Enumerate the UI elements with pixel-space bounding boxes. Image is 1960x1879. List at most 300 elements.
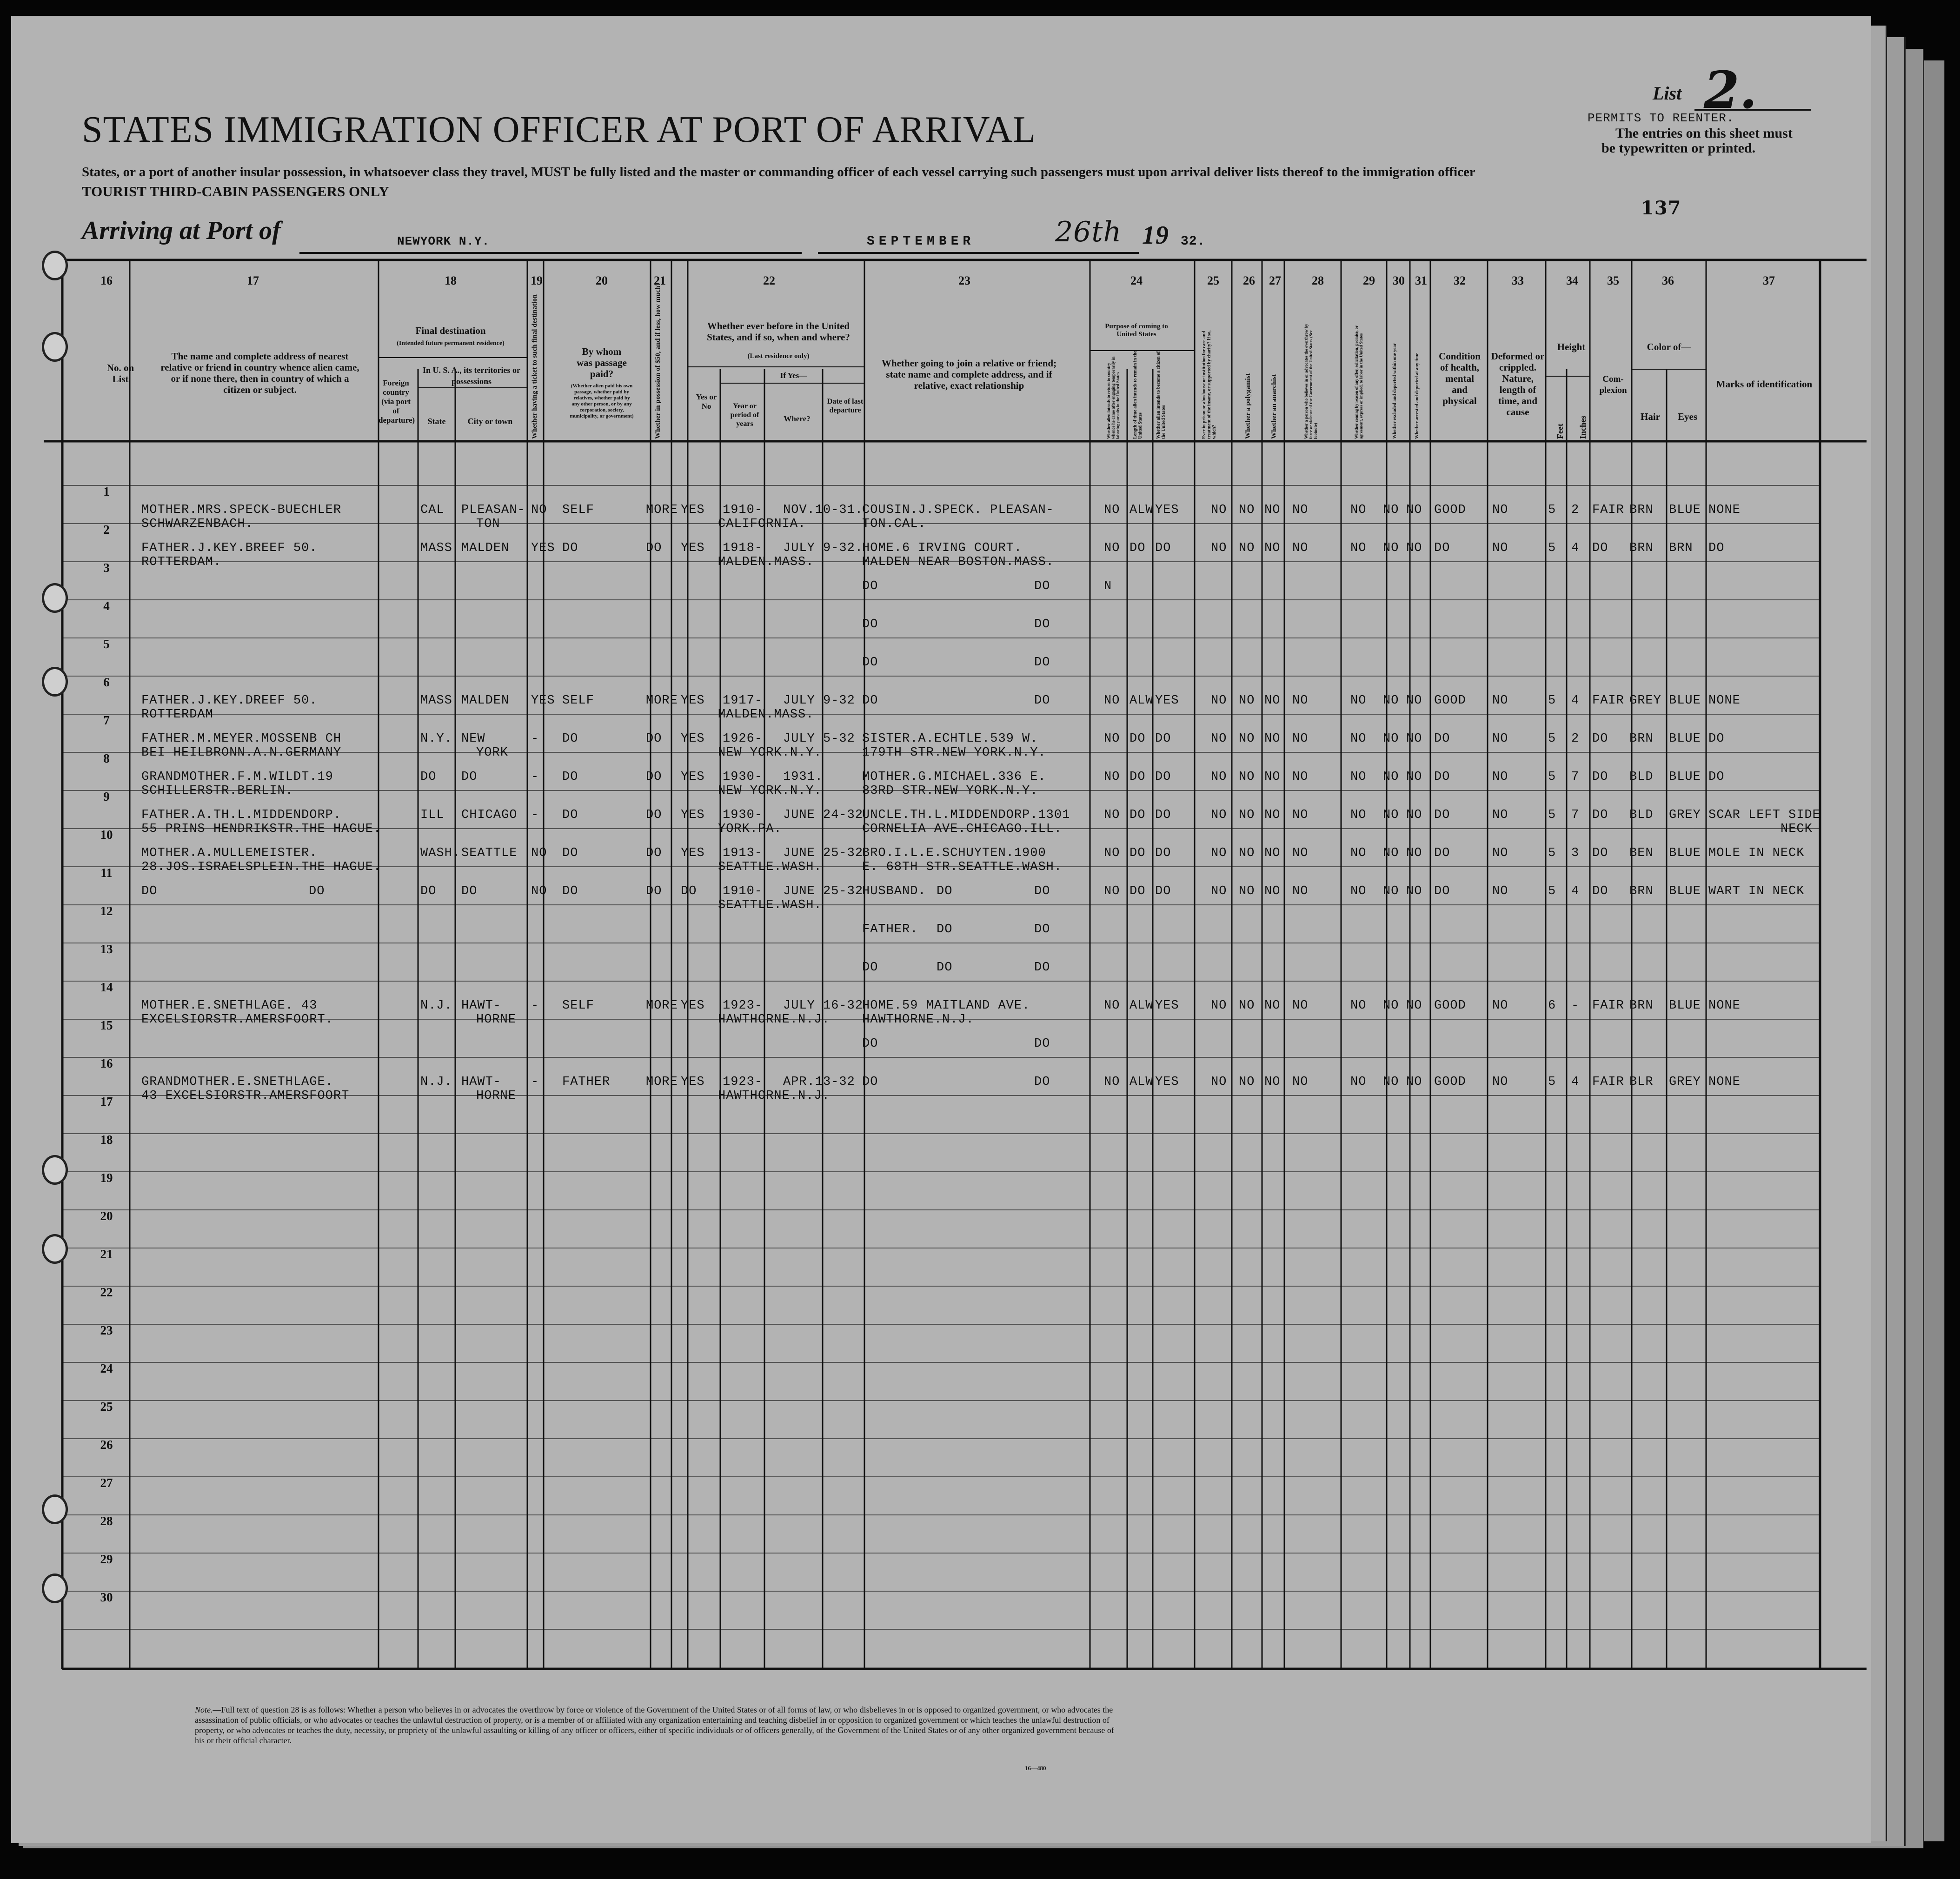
cell-complexion: DO bbox=[1592, 732, 1608, 746]
cell-join-b: DO bbox=[1034, 1037, 1050, 1051]
cell-state: DO bbox=[420, 884, 437, 898]
cell-year: 1926- bbox=[723, 732, 763, 746]
cell-c30: NO bbox=[1383, 1075, 1399, 1089]
cell-state: N.Y. bbox=[420, 732, 452, 746]
cell-relative: GRANDMOTHER.E.SNETHLAGE. bbox=[141, 1075, 333, 1089]
cell-ticket: YES bbox=[531, 694, 555, 708]
cell-feet: 5 bbox=[1548, 503, 1556, 517]
cell-relative: MOTHER.E.SNETHLAGE. 43 bbox=[141, 999, 318, 1013]
cell-deformed: NO bbox=[1492, 694, 1508, 708]
cell-feet: 5 bbox=[1548, 808, 1556, 822]
row-number: 10 bbox=[100, 828, 113, 842]
cell-money: DO bbox=[646, 884, 662, 898]
cell-year: 1923- bbox=[723, 999, 763, 1013]
year-period-header: Year or period of years bbox=[730, 402, 759, 428]
cell-c27: NO bbox=[1264, 1075, 1281, 1089]
cell-money: DO bbox=[646, 770, 662, 784]
cell-join2: TON.CAL. bbox=[862, 517, 926, 531]
cell-p24c: DO bbox=[1155, 808, 1171, 822]
purpose-header: Purpose of coming to United States bbox=[1105, 323, 1168, 338]
cell-c28: NO bbox=[1292, 1075, 1309, 1089]
row-number: 24 bbox=[100, 1361, 113, 1375]
cell-deformed: NO bbox=[1492, 770, 1508, 784]
cell-p24a: NO bbox=[1104, 1075, 1120, 1089]
cell-date: JULY 9-32 bbox=[783, 694, 855, 708]
anarchist-header: Whether an anarchist bbox=[1270, 374, 1278, 439]
cell-p24a: NO bbox=[1104, 808, 1120, 822]
cell-ticket: - bbox=[531, 1075, 539, 1089]
row-number: 6 bbox=[103, 675, 110, 689]
footnote-label: Note. bbox=[195, 1705, 213, 1714]
nearest-relative-header: The name and complete address of nearest relative or friend in country whence alien came, or if none there, then in country of which a citizen or subject. bbox=[160, 351, 359, 395]
cell-ever: YES bbox=[681, 503, 705, 517]
cell-join: COUSIN.J.SPECK. PLEASAN- bbox=[862, 503, 1054, 517]
cell-state: N.J. bbox=[420, 999, 452, 1013]
arriving-label: Arriving at Port of bbox=[82, 216, 281, 245]
colnum-20: 20 bbox=[596, 274, 608, 287]
cell-paid: DO bbox=[562, 732, 578, 746]
cell-money: MORE bbox=[646, 1075, 678, 1089]
cell-p24a: NO bbox=[1104, 846, 1120, 860]
cell-ever: YES bbox=[681, 999, 705, 1013]
cell-deformed: NO bbox=[1492, 503, 1508, 517]
cell-p24c: YES bbox=[1155, 694, 1179, 708]
cell-c27: NO bbox=[1264, 770, 1281, 784]
cell-c28: NO bbox=[1292, 808, 1309, 822]
cell-city2: YORK bbox=[476, 746, 508, 760]
cell-where: HAWTHORNE.N.J. bbox=[718, 1013, 830, 1027]
colnum-27: 27 bbox=[1269, 274, 1281, 287]
cell-hair: BRN bbox=[1629, 999, 1654, 1013]
row-number: 27 bbox=[100, 1476, 113, 1490]
cell-join2: E. 68TH STR.SEATTLE.WASH. bbox=[862, 860, 1063, 874]
cell-c29: NO bbox=[1350, 541, 1367, 555]
cell-ever: YES bbox=[681, 808, 705, 822]
color-of-header: Color of— bbox=[1647, 341, 1691, 352]
cell-inches: 4 bbox=[1571, 541, 1580, 555]
colnum-23: 23 bbox=[958, 274, 970, 287]
cell-paid: SELF bbox=[562, 999, 594, 1013]
cell-hair: BRN bbox=[1629, 732, 1654, 746]
colnum-18: 18 bbox=[445, 274, 457, 287]
date-day: 26th bbox=[1055, 216, 1122, 248]
cell-p24c: YES bbox=[1155, 503, 1179, 517]
cell-c31: NO bbox=[1406, 503, 1422, 517]
health-header: Condition of health, mental and physical bbox=[1439, 351, 1481, 406]
in-usa-header: In U. S. A., its territories or possessions bbox=[423, 365, 520, 386]
row-number: 16 bbox=[100, 1056, 113, 1070]
colnum-22: 22 bbox=[763, 274, 775, 287]
cell-eyes: BLUE bbox=[1669, 884, 1701, 898]
binder-hole bbox=[42, 667, 68, 697]
cell-c31: NO bbox=[1406, 541, 1422, 555]
cell-eyes: BLUE bbox=[1669, 999, 1701, 1013]
cell-health: GOOD bbox=[1434, 999, 1466, 1013]
cell-where: NEW YORK.N.Y. bbox=[718, 746, 822, 760]
cell-complexion: FAIR bbox=[1592, 1075, 1624, 1089]
cell-date: JUNE 25-32 bbox=[783, 846, 864, 860]
cell-relative2: SCHILLERSTR.BERLIN. bbox=[141, 784, 293, 798]
cell-inches: 7 bbox=[1571, 808, 1580, 822]
cell-inches: 3 bbox=[1571, 846, 1580, 860]
cell-eyes: GREY bbox=[1669, 1075, 1701, 1089]
cell-money: DO bbox=[646, 732, 662, 746]
cell-relative: MOTHER.A.MULLEMEISTER. bbox=[141, 846, 318, 860]
cell-where: MALDEN.MASS. bbox=[718, 708, 814, 722]
cell-join: SISTER.A.ECHTLE.539 W. bbox=[862, 732, 1038, 746]
c31-header: Whether arrested and deported at any time bbox=[1415, 352, 1420, 439]
manifest-sheet bbox=[11, 16, 1871, 1843]
cell-date: NOV.10-31. bbox=[783, 503, 864, 517]
final-destination-subheader: (Intended future permanent residence) bbox=[397, 340, 505, 347]
cell-health: DO bbox=[1434, 884, 1450, 898]
cell-date: JUNE 25-32 bbox=[783, 884, 864, 898]
cell-p24b: DO bbox=[1129, 732, 1146, 746]
cell-join: DO bbox=[862, 579, 878, 593]
cell-join: HOME.59 MAITLAND AVE. bbox=[862, 999, 1030, 1013]
cell-join-b: DO bbox=[1034, 884, 1050, 898]
cell-relative2: ROTTERDAM bbox=[141, 708, 213, 722]
cell-paid: SELF bbox=[562, 503, 594, 517]
cell-deformed: NO bbox=[1492, 541, 1508, 555]
row-number: 22 bbox=[100, 1285, 113, 1299]
cell-marks: DO bbox=[1708, 541, 1725, 555]
cell-relative2: EXCELSIORSTR.AMERSFOORT. bbox=[141, 1013, 333, 1027]
cell-city: HAWT- bbox=[461, 1075, 502, 1089]
row-number: 21 bbox=[100, 1247, 113, 1261]
cell-p24a: NO bbox=[1104, 770, 1120, 784]
cell-c25: NO bbox=[1211, 999, 1227, 1013]
typewritten-note-2: be typewritten or printed. bbox=[1601, 140, 1756, 156]
cell-health: DO bbox=[1434, 808, 1450, 822]
cell-feet: 5 bbox=[1548, 541, 1556, 555]
cell-join: BRO.I.L.E.SCHUYTEN.1900 bbox=[862, 846, 1046, 860]
cell-relative: FATHER.A.TH.L.MIDDENDORP. bbox=[141, 808, 342, 822]
cell-c25: NO bbox=[1211, 808, 1227, 822]
cell-marks: DO bbox=[1708, 732, 1725, 746]
row-number: 12 bbox=[100, 904, 113, 918]
cell-money: DO bbox=[646, 846, 662, 860]
cell-marks2: NECK bbox=[1781, 822, 1813, 836]
cell-city: PLEASAN- bbox=[461, 503, 525, 517]
cell-year: 1918- bbox=[723, 541, 763, 555]
sheet-number: 137 bbox=[1641, 197, 1681, 219]
cell-inches: 7 bbox=[1571, 770, 1580, 784]
feet-header: Feet bbox=[1555, 424, 1565, 439]
cell-c27: NO bbox=[1264, 846, 1281, 860]
cell-c27: NO bbox=[1264, 541, 1281, 555]
cell-join-b: DO bbox=[1034, 579, 1050, 593]
row-number: 19 bbox=[100, 1171, 113, 1185]
cell-ticket: - bbox=[531, 732, 539, 746]
cell-p24b: ALW bbox=[1129, 503, 1154, 517]
cell-health: GOOD bbox=[1434, 1075, 1466, 1089]
cell-c30: NO bbox=[1383, 999, 1399, 1013]
colnum-28: 28 bbox=[1312, 274, 1324, 287]
cell-where: YORK.PA. bbox=[718, 822, 782, 836]
cell-join2: HAWTHORNE.N.J. bbox=[862, 1013, 974, 1027]
cell-c26: NO bbox=[1239, 732, 1255, 746]
cell-hair: BLD bbox=[1629, 770, 1654, 784]
row-number: 8 bbox=[103, 751, 110, 765]
cell-c30: NO bbox=[1383, 503, 1399, 517]
cell-join: HOME.6 IRVING COURT. bbox=[862, 541, 1023, 555]
cell-p24b: ALW bbox=[1129, 1075, 1154, 1089]
cell-complexion: FAIR bbox=[1592, 503, 1624, 517]
year-suffix: 32. bbox=[1181, 234, 1206, 249]
cell-date: JUNE 24-32 bbox=[783, 808, 864, 822]
cell-join2: MALDEN NEAR BOSTON.MASS. bbox=[862, 555, 1054, 569]
cell-join: DO bbox=[862, 1075, 878, 1089]
page-title: STATES IMMIGRATION OFFICER AT PORT OF ARRIVAL bbox=[82, 109, 1036, 150]
cell-marks: NONE bbox=[1708, 999, 1741, 1013]
cell-state: WASH. bbox=[420, 846, 461, 860]
cell-deformed: NO bbox=[1492, 999, 1508, 1013]
cell-join2: 179TH STR.NEW YORK.N.Y. bbox=[862, 746, 1046, 760]
cell-paid: FATHER bbox=[562, 1075, 611, 1089]
cell-join-b: DO bbox=[1034, 656, 1050, 670]
cell-relative2: 28.JOS.ISRAELSPLEIN.THE HAGUE. bbox=[141, 860, 382, 874]
cell-ticket: - bbox=[531, 770, 539, 784]
cell-year: 1930- bbox=[723, 770, 763, 784]
cell-relative2: ROTTERDAM. bbox=[141, 555, 222, 569]
cell-money: DO bbox=[646, 541, 662, 555]
cell-ticket: NO bbox=[531, 503, 547, 517]
cell-state: N.J. bbox=[420, 1075, 452, 1089]
c30-header: Whether excluded and deported within one year bbox=[1392, 343, 1397, 439]
cell-relative: GRANDMOTHER.F.M.WILDT.19 bbox=[141, 770, 333, 784]
cell-deformed: NO bbox=[1492, 808, 1508, 822]
cell-c29: NO bbox=[1350, 694, 1367, 708]
cell-feet: 6 bbox=[1548, 999, 1556, 1013]
cell-date: APR.13-32 bbox=[783, 1075, 855, 1089]
colnum-30: 30 bbox=[1393, 274, 1405, 287]
cell-complexion: DO bbox=[1592, 808, 1608, 822]
instruction-line: States, or a port of another insular possession, in whatsoever class they travel, MUST be fully listed and the master or commanding officer of each vessel carrying such passengers must upon arrival deliver lists thereof to the immigration officer bbox=[82, 165, 1475, 179]
cell-deformed: NO bbox=[1492, 846, 1508, 860]
cell-c28: NO bbox=[1292, 541, 1309, 555]
cell-c28: NO bbox=[1292, 503, 1309, 517]
cell-c28: NO bbox=[1292, 884, 1309, 898]
cell-complexion: DO bbox=[1592, 541, 1608, 555]
cell-join: DO bbox=[862, 694, 878, 708]
cell-inches: 4 bbox=[1571, 884, 1580, 898]
cell-paid: DO bbox=[562, 770, 578, 784]
cell-c29: NO bbox=[1350, 503, 1367, 517]
row-number: 18 bbox=[100, 1133, 113, 1147]
eyes-header: Eyes bbox=[1678, 411, 1697, 422]
colnum-34: 34 bbox=[1566, 274, 1578, 287]
year-prefix: 19 bbox=[1142, 221, 1169, 250]
cell-ever: YES bbox=[681, 694, 705, 708]
cell-year: 1917- bbox=[723, 694, 763, 708]
cell-health: DO bbox=[1434, 846, 1450, 860]
cell-c30: NO bbox=[1383, 694, 1399, 708]
cell-inches: 2 bbox=[1571, 732, 1580, 746]
row-number: 25 bbox=[100, 1400, 113, 1414]
cell-c29: NO bbox=[1350, 1075, 1367, 1089]
permits-label: PERMITS TO REENTER. bbox=[1588, 111, 1734, 125]
cell-p24b: DO bbox=[1129, 541, 1146, 555]
cell-state: MASS bbox=[420, 541, 452, 555]
cell-deformed: NO bbox=[1492, 732, 1508, 746]
cell-ticket: NO bbox=[531, 846, 547, 860]
cell-p24a: NO bbox=[1104, 884, 1120, 898]
cell-c26: NO bbox=[1239, 884, 1255, 898]
cell-paid: DO bbox=[562, 884, 578, 898]
cell-feet: 5 bbox=[1548, 1075, 1556, 1089]
cell-p24c: DO bbox=[1155, 541, 1171, 555]
colnum-37: 37 bbox=[1763, 274, 1775, 287]
cell-health: DO bbox=[1434, 541, 1450, 555]
row-number: 2 bbox=[103, 523, 110, 537]
row-number: 11 bbox=[100, 866, 113, 880]
cell-where: SEATTLE.WASH. bbox=[718, 898, 822, 912]
cell-money: DO bbox=[646, 808, 662, 822]
cell-health: DO bbox=[1434, 732, 1450, 746]
cell-city: HAWT- bbox=[461, 999, 502, 1013]
cell-inches: - bbox=[1571, 999, 1580, 1013]
cell-paid: DO bbox=[562, 846, 578, 860]
cell-c31: NO bbox=[1406, 732, 1422, 746]
cell-ticket: - bbox=[531, 808, 539, 822]
cell-c26: NO bbox=[1239, 503, 1255, 517]
cell-relative: MOTHER.MRS.SPECK-BUECHLER bbox=[141, 503, 342, 517]
cell-c30: NO bbox=[1383, 770, 1399, 784]
cell-c25: NO bbox=[1211, 846, 1227, 860]
cell-c26: NO bbox=[1239, 770, 1255, 784]
row-number: 9 bbox=[103, 790, 110, 803]
cell-eyes: BLUE bbox=[1669, 770, 1701, 784]
cell-relative: FATHER.J.KEY.DREEF 50. bbox=[141, 694, 318, 708]
cell-join-a: DO bbox=[937, 884, 953, 898]
cell-c25: NO bbox=[1211, 884, 1227, 898]
cell-eyes: BLUE bbox=[1669, 503, 1701, 517]
row-number: 4 bbox=[103, 599, 110, 613]
cell-marks: MOLE IN NECK bbox=[1708, 846, 1805, 860]
cell-year: 1910- bbox=[723, 503, 763, 517]
row-number: 20 bbox=[100, 1209, 113, 1223]
cell-hair: BEN bbox=[1629, 846, 1654, 860]
cell-c26: NO bbox=[1239, 1075, 1255, 1089]
cell-c25: NO bbox=[1211, 732, 1227, 746]
cell-city: MALDEN bbox=[461, 541, 510, 555]
cell-city: CHICAGO bbox=[461, 808, 518, 822]
cell-eyes: BLUE bbox=[1669, 732, 1701, 746]
colnum-19: 19 bbox=[531, 274, 543, 287]
cell-complexion: DO bbox=[1592, 884, 1608, 898]
cell-c29: NO bbox=[1350, 999, 1367, 1013]
cell-paid: SELF bbox=[562, 694, 594, 708]
cell-c31: NO bbox=[1406, 770, 1422, 784]
cell-join-a: DO bbox=[937, 961, 953, 975]
ever-before-header: Whether ever before in the United States, and if so, when and where? bbox=[707, 320, 850, 343]
binder-hole bbox=[42, 332, 68, 362]
deformed-header: Deformed or crippled. Nature, length of time, and cause bbox=[1491, 351, 1545, 418]
cell-state: DO bbox=[420, 770, 437, 784]
binder-hole bbox=[42, 1234, 68, 1264]
passage-paid-header: By whom was passage paid? bbox=[577, 346, 627, 379]
colnum-25: 25 bbox=[1207, 274, 1219, 287]
row-number: 3 bbox=[103, 561, 110, 575]
cell-c30: NO bbox=[1383, 846, 1399, 860]
purpose-b-header: Length of time alien intends to remain in the United States bbox=[1133, 351, 1143, 439]
colnum-21: 21 bbox=[654, 274, 666, 287]
cell-feet: 5 bbox=[1548, 694, 1556, 708]
cell-p24a: NO bbox=[1104, 503, 1120, 517]
cell-join: FATHER. bbox=[862, 923, 918, 936]
cell-c30: NO bbox=[1383, 808, 1399, 822]
cell-p24c: YES bbox=[1155, 1075, 1179, 1089]
cell-where: MALDEN.MASS. bbox=[718, 555, 814, 569]
cell-join: DO bbox=[862, 617, 878, 631]
cell-p24a: NO bbox=[1104, 694, 1120, 708]
cell-join: HUSBAND. bbox=[862, 884, 926, 898]
foreign-country-header: Foreign country (via port of departure) bbox=[379, 378, 415, 425]
cell-join-b: DO bbox=[1034, 1075, 1050, 1089]
cell-p24b: DO bbox=[1129, 884, 1146, 898]
cell-c26: NO bbox=[1239, 808, 1255, 822]
cell-join: DO bbox=[862, 1037, 878, 1051]
cell-city2: TON bbox=[476, 517, 500, 531]
cell-c28: NO bbox=[1292, 999, 1309, 1013]
cell-ever: YES bbox=[681, 1075, 705, 1089]
cell-c31: NO bbox=[1406, 808, 1422, 822]
cell-c26: NO bbox=[1239, 999, 1255, 1013]
cell-hair: GREY bbox=[1629, 694, 1661, 708]
date-month: SEPTEMBER bbox=[867, 234, 975, 249]
c28-header: Whether a person who believes in or advocates the overthrow by force or violence of the Government of the United States (See footnote) bbox=[1304, 324, 1318, 439]
cell-feet: 5 bbox=[1548, 884, 1556, 898]
row-number: 1 bbox=[103, 485, 110, 498]
cell-money: MORE bbox=[646, 999, 678, 1013]
cell-state: ILL bbox=[420, 808, 445, 822]
cell-city: NEW bbox=[461, 732, 485, 746]
cell-where: CALIFORNIA. bbox=[718, 517, 806, 531]
cell-p24c: DO bbox=[1155, 732, 1171, 746]
footnote-text: —Full text of question 28 is as follows: Whether a person who believes in or advocates the overthrow by force or violence of the Government of the United States or of all forms of law, or who disbelieves in or is opposed to organized government, or who advocates the assassination of public officials, or who advocates or teaches the unlawful destruction of property, or is a member of or affiliated with any organization entertaining and teaching disbelief in or opposition to organized government or which teaches the unlawful destruction of property, or who advocates or teaches the duty, necessity, or propriety of the unlawful assaulting or killing of any officer or officers, either of specific individuals or of officers generally, of the Government of the United States or of any other organized government because of his or their official character. bbox=[195, 1705, 1114, 1745]
cell-c28: NO bbox=[1292, 846, 1309, 860]
ever-before-subheader: (Last residence only) bbox=[747, 352, 810, 360]
cell-p24a: NO bbox=[1104, 732, 1120, 746]
cell-date: JULY 9-32. bbox=[783, 541, 864, 555]
cell-relative2: 55 PRINS HENDRIKSTR.THE HAGUE. bbox=[141, 822, 382, 836]
cell-date: JULY 5-32 bbox=[783, 732, 855, 746]
cell-ever: YES bbox=[681, 846, 705, 860]
cell-p24b: ALW bbox=[1129, 694, 1154, 708]
binder-hole bbox=[42, 583, 68, 613]
cell-c28: NO bbox=[1292, 770, 1309, 784]
cell-state: MASS bbox=[420, 694, 452, 708]
cell-join: UNCLE.TH.L.MIDDENDORP.1301 bbox=[862, 808, 1070, 822]
cell-c26: NO bbox=[1239, 694, 1255, 708]
cell-eyes: BRN bbox=[1669, 541, 1693, 555]
cell-hair: BLD bbox=[1629, 808, 1654, 822]
cell-relative: FATHER.M.MEYER.MOSSENB CH bbox=[141, 732, 342, 746]
cell-join2: CORNELIA AVE.CHICAGO.ILL. bbox=[862, 822, 1063, 836]
cell-marks: NONE bbox=[1708, 503, 1741, 517]
cell-c31: NO bbox=[1406, 694, 1422, 708]
cell-marks: NONE bbox=[1708, 694, 1741, 708]
cell-p24c: DO bbox=[1155, 770, 1171, 784]
cell-p24c: YES bbox=[1155, 999, 1179, 1013]
cell-deformed: NO bbox=[1492, 1075, 1508, 1089]
date-departure-header: Date of last departure bbox=[827, 398, 864, 414]
cell-eyes: GREY bbox=[1669, 808, 1701, 822]
cell-join-a: DO bbox=[937, 923, 953, 936]
cell-city: DO bbox=[461, 884, 478, 898]
row-number: 15 bbox=[100, 1018, 113, 1032]
